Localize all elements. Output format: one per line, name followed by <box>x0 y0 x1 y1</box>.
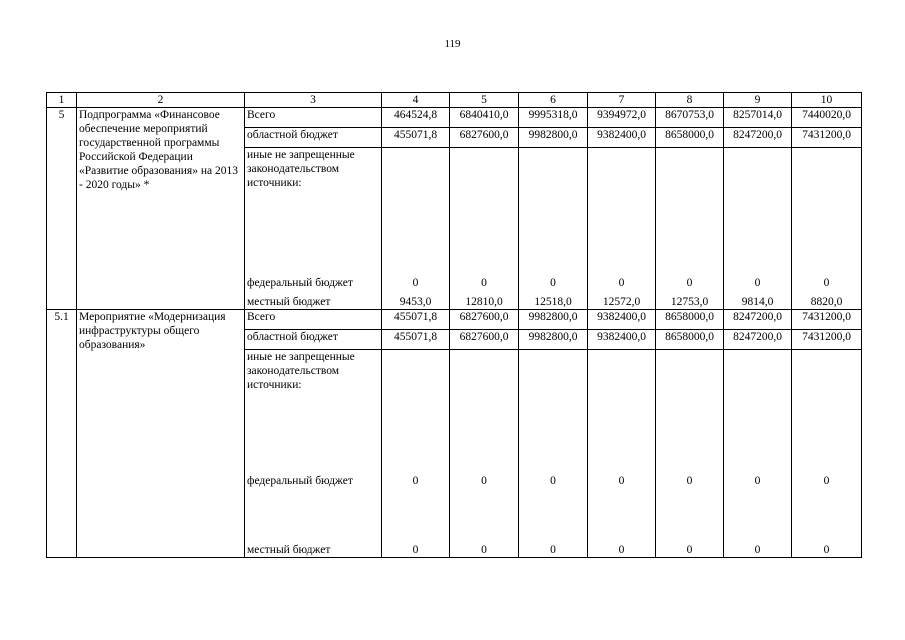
value-cell: 0 <box>656 488 724 558</box>
value-cell <box>519 350 588 432</box>
value-cell: 9982800,0 <box>519 330 588 350</box>
header-row <box>47 93 862 108</box>
value-cell: 0 <box>382 488 450 558</box>
value-cell: 9453,0 <box>382 290 450 310</box>
value-cell: 8658000,0 <box>656 310 724 330</box>
value-cell: 8670753,0 <box>656 108 724 128</box>
value-cell <box>792 148 862 240</box>
value-cell: 9814,0 <box>724 290 792 310</box>
value-cell: 6827600,0 <box>450 128 519 148</box>
value-cell <box>450 148 519 240</box>
value-cell: 0 <box>656 432 724 488</box>
row-name: Подпрограмма «Финансовое обеспечение мероприятий государственной программы Российской Федерации «Развитие образования» на 2013 - 2020 годы» * <box>77 108 245 310</box>
value-cell: 0 <box>792 488 862 558</box>
value-cell: 8257014,0 <box>724 108 792 128</box>
value-cell <box>382 350 450 432</box>
column-header: 1 <box>47 93 77 108</box>
value-cell: 12753,0 <box>656 290 724 310</box>
column-header: 4 <box>382 93 450 108</box>
value-cell: 9382400,0 <box>588 330 656 350</box>
value-cell <box>519 148 588 240</box>
value-cell: 0 <box>450 432 519 488</box>
column-header: 7 <box>588 93 656 108</box>
value-cell: 0 <box>724 432 792 488</box>
value-cell: 8247200,0 <box>724 330 792 350</box>
column-header: 9 <box>724 93 792 108</box>
value-cell: 7431200,0 <box>792 310 862 330</box>
value-cell <box>724 350 792 432</box>
column-header: 10 <box>792 93 862 108</box>
value-cell: 455071,8 <box>382 330 450 350</box>
value-cell: 0 <box>519 432 588 488</box>
value-cell: 0 <box>724 240 792 290</box>
column-header: 3 <box>245 93 382 108</box>
source-label: иные не запрещенные законодательством источники: <box>245 350 382 432</box>
row-code: 5.1 <box>47 310 77 558</box>
value-cell <box>792 350 862 432</box>
value-cell: 0 <box>450 240 519 290</box>
value-cell <box>724 148 792 240</box>
value-cell <box>656 148 724 240</box>
value-cell: 9382400,0 <box>588 128 656 148</box>
source-label: местный бюджет <box>245 290 382 310</box>
value-cell: 6827600,0 <box>450 310 519 330</box>
value-cell: 6827600,0 <box>450 330 519 350</box>
value-cell: 0 <box>382 240 450 290</box>
value-cell <box>588 148 656 240</box>
source-label: местный бюджет <box>245 488 382 558</box>
value-cell: 8820,0 <box>792 290 862 310</box>
value-cell: 8247200,0 <box>724 128 792 148</box>
column-header: 6 <box>519 93 588 108</box>
value-cell: 7431200,0 <box>792 128 862 148</box>
value-cell <box>656 350 724 432</box>
value-cell: 0 <box>588 240 656 290</box>
value-cell: 0 <box>450 488 519 558</box>
value-cell: 9394972,0 <box>588 108 656 128</box>
column-header: 2 <box>77 93 245 108</box>
value-cell: 8658000,0 <box>656 128 724 148</box>
value-cell: 12572,0 <box>588 290 656 310</box>
value-cell: 0 <box>382 432 450 488</box>
value-cell: 12810,0 <box>450 290 519 310</box>
source-label: областной бюджет <box>245 128 382 148</box>
value-cell: 8247200,0 <box>724 310 792 330</box>
source-label: иные не запрещенные законодательством источники: <box>245 148 382 240</box>
value-cell: 8658000,0 <box>656 330 724 350</box>
value-cell: 0 <box>588 432 656 488</box>
value-cell: 9995318,0 <box>519 108 588 128</box>
column-header: 8 <box>656 93 724 108</box>
value-cell <box>588 350 656 432</box>
column-header: 5 <box>450 93 519 108</box>
value-cell: 7440020,0 <box>792 108 862 128</box>
value-cell: 455071,8 <box>382 310 450 330</box>
source-label: областной бюджет <box>245 330 382 350</box>
value-cell <box>382 148 450 240</box>
value-cell: 12518,0 <box>519 290 588 310</box>
value-cell: 9982800,0 <box>519 128 588 148</box>
value-cell: 7431200,0 <box>792 330 862 350</box>
value-cell: 0 <box>792 240 862 290</box>
budget-table <box>46 92 862 558</box>
table-row <box>47 108 862 128</box>
source-label: Всего <box>245 108 382 128</box>
value-cell: 455071,8 <box>382 128 450 148</box>
value-cell <box>450 350 519 432</box>
value-cell: 0 <box>588 488 656 558</box>
value-cell: 0 <box>519 488 588 558</box>
value-cell: 0 <box>656 240 724 290</box>
value-cell: 6840410,0 <box>450 108 519 128</box>
source-label: федеральный бюджет <box>245 240 382 290</box>
page-number: 119 <box>444 38 461 50</box>
row-code: 5 <box>47 108 77 310</box>
row-name: Мероприятие «Модернизация инфраструктуры общего образования» <box>77 310 245 558</box>
source-label: Всего <box>245 310 382 330</box>
table-row <box>47 310 862 330</box>
value-cell: 0 <box>519 240 588 290</box>
value-cell: 0 <box>792 432 862 488</box>
value-cell: 9982800,0 <box>519 310 588 330</box>
value-cell: 464524,8 <box>382 108 450 128</box>
value-cell: 9382400,0 <box>588 310 656 330</box>
value-cell: 0 <box>724 488 792 558</box>
source-label: федеральный бюджет <box>245 432 382 488</box>
